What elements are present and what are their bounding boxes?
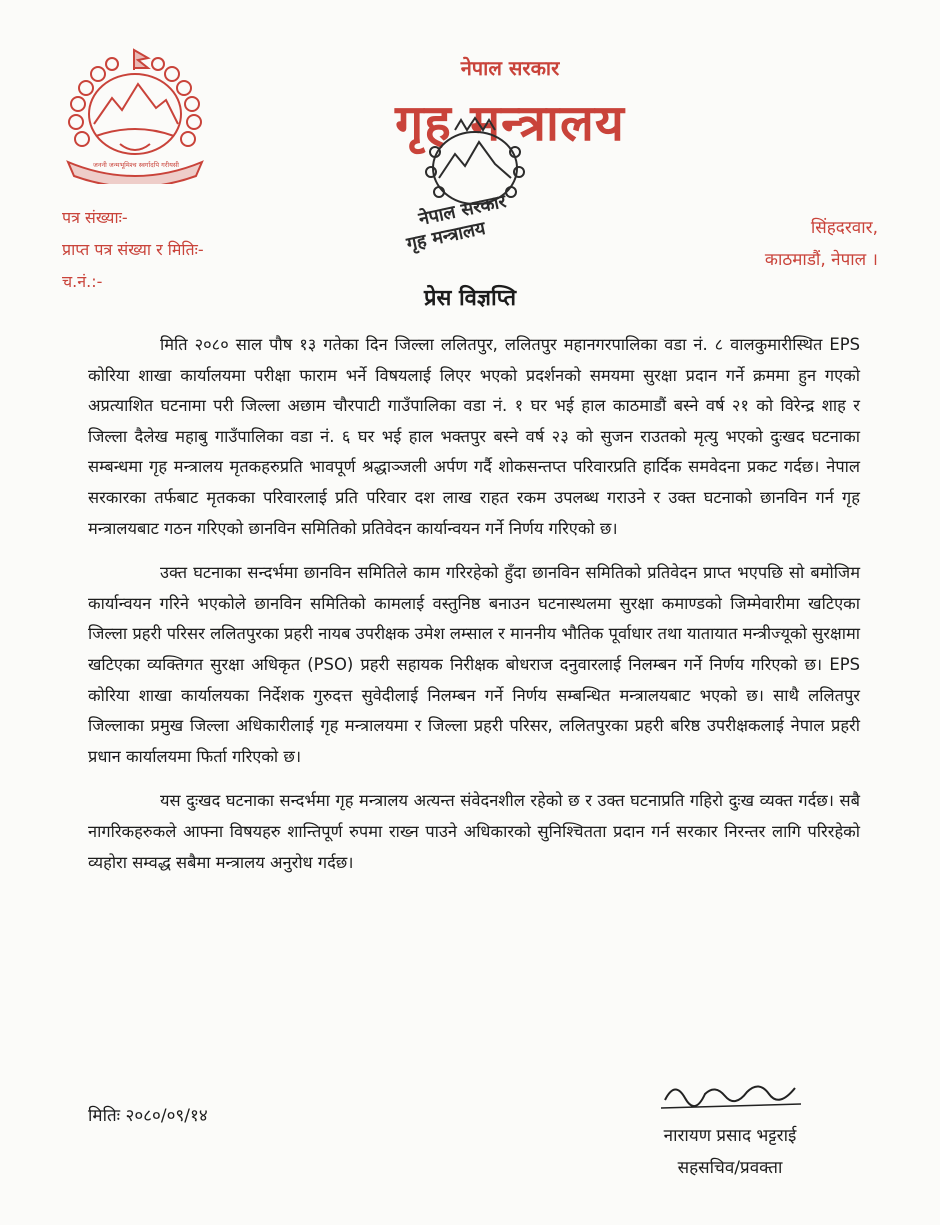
address-line1: सिंहदरवार,	[810, 218, 878, 238]
issue-date: मितिः २०८०/०९/१४	[88, 1106, 208, 1126]
emblem-motto: जननी जन्मभूमिश्च स्वर्गादपि गरीयसी	[93, 161, 179, 169]
signature-block	[615, 1070, 845, 1184]
stamp-text-line1: नेपाल सरकार	[416, 190, 509, 230]
paragraph-1: मिति २०८० साल पौष १३ गतेका दिन जिल्ला ललितपुर, ललितपुर महानगरपालिका वडा नं. ८ वालकुमारीस्थित EPS कोरिया शाखा कार्यालयमा परीक्षा फाराम भर्ने विषयलाई लिएर भएको प्रदर्शनको समयमा सुरक्षा प्रदान गर्ने क्रममा हुन गएको अप्रत्याशित घटनामा परी जिल्ला अछाम चौरपाटी गाउँपालिका वडा नं. १ घर भई हाल काठमाडौं बस्ने वर्ष २१ को विरेन्द्र शाह र जिल्ला दैलेख महाबु गाउँपालिका वडा नं. ६ घर भई हाल भक्तपुर बस्ने वर्ष २३ को सुजन राउतको मृत्यु भएको दुःखद घटनाका सम्बन्धमा गृह मन्त्रालय मृतकहरुप्रति भावपूर्ण श्रद्धाञ्जली अर्पण गर्दै शोकसन्तप्त परिवारप्रति हार्दिक समवेदना प्रकट गर्दछ। नेपाल सरकारका तर्फबाट मृतकका परिवारलाई प्रति परिवार दश लाख राहत रकम उपलब्ध गराउने र उक्त घटनाको छानविन गर्न गृह मन्त्रालयबाट गठन गरिएको छानविन समितिको प्रतिवेदन कार्यान्वयन गर्ने निर्णय गरिएको छ।	[88, 335, 860, 538]
document-title: प्रेस विज्ञप्ति	[423, 286, 517, 311]
signature-icon	[655, 1070, 805, 1118]
paragraph-3: यस दुःखद घटनाका सन्दर्भमा गृह मन्त्रालय अत्यन्त संवेदनशील रहेको छ र उक्त घटनाप्रति गहिरो दुःख व्यक्त गर्दछ। सबै नागरिकहरुकले आफ्ना विषयहरु शान्तिपूर्ण रुपमा राख्न पाउने अधिकारको सुनिश्चितता प्रदान गर्न सरकार निरन्तर लागि परिरहेको व्यहोरा सम्वद्ध सबैमा मन्त्रालय अनुरोध गर्दछ।	[88, 791, 860, 872]
signatory-name: नारायण प्रसाद भट्टराई	[663, 1126, 797, 1146]
government-name: नेपाल सरकार	[460, 56, 560, 80]
dispatch-number-label: च.नं.:-	[62, 272, 103, 291]
paragraph-2: उक्त घटनाका सन्दर्भमा छानविन समितिले काम गरिरहेको हुँदा छानविन समितिको प्रतिवेदन प्राप्त भएपछि सो बमोजिम कार्यान्वयन गरिने भएकोले छानविन समितिको कामलाई वस्तुनिष्ठ बनाउन घटनास्थलमा सुरक्षा कमाण्डको जिम्मेवारीमा खटिएका जिल्ला प्रहरी परिसर ललितपुरका प्रहरी नायब उपरीक्षक उमेश लम्साल र माननीय भौतिक पूर्वाधार तथा यातायात मन्त्रीज्यूको सुरक्षामा खटिएका व्यक्तिगत सुरक्षा अधिकृत (PSO) प्रहरी सहायक निरीक्षक बोधराज दनुवारलाई निलम्बन गर्ने निर्णय गरिएको छ। EPS कोरिया शाखा कार्यालयका निर्देशक गुरुदत्त सुवेदीलाई निलम्बन गर्ने निर्णय सम्बन्धित मन्त्रालयबाट भएको छ। साथै ललितपुर जिल्लाका प्रमुख जिल्ला अधिकारीलाई गृह मन्त्रालयमा र जिल्ला प्रहरी परिसर, ललितपुरका प्रहरी बरिष्ठ उपरीक्षकलाई नेपाल प्रहरी प्रधान कार्यालयमा फिर्ता गरिएको छ।	[88, 563, 860, 766]
letter-number-label: पत्र संख्याः-	[62, 208, 128, 227]
stamp-text-line2: गृह मन्त्रालय	[404, 217, 488, 256]
received-letter-label: प्राप्त पत्र संख्या र मितिः-	[62, 240, 204, 259]
address-block	[765, 212, 878, 276]
ministry-name: गृह मन्त्रालय	[395, 94, 625, 152]
signatory-designation: सहसचिव/प्रवक्ता	[677, 1158, 783, 1178]
address-line2: काठमाडौं, नेपाल ।	[764, 250, 878, 270]
document-body	[88, 330, 860, 892]
